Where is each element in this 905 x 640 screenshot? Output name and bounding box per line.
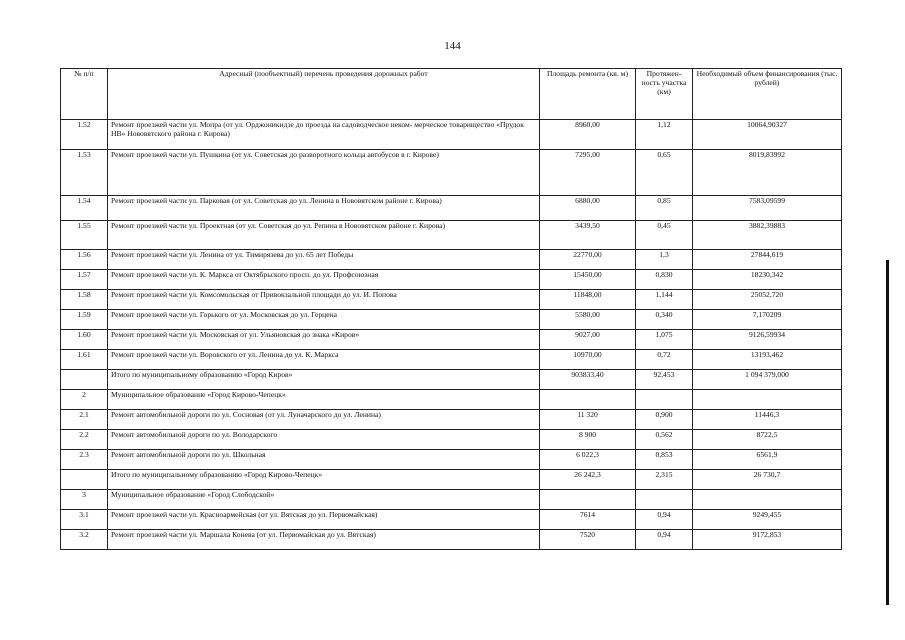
table-row <box>61 120 842 150</box>
cell-length: 0,562 <box>636 430 693 450</box>
cell-description: Ремонт проезжей части ул. Проектная (от ул. Советская до ул. Репина в Нововятском районе г. Кирова) <box>108 221 540 250</box>
table-row <box>61 196 842 221</box>
cell-area <box>540 390 636 410</box>
cell-funding <box>693 490 842 510</box>
cell-number: 1.54 <box>61 196 108 221</box>
cell-area: 7295,00 <box>540 150 636 196</box>
cell-area: 6880,00 <box>540 196 636 221</box>
cell-area <box>540 490 636 510</box>
cell-number: 2.1 <box>61 410 108 430</box>
cell-description: Ремонт проезжей части ул. Красноармейская (от ул. Вятская до ул. Первомайская) <box>108 510 540 530</box>
cell-length: 1,3 <box>636 250 693 270</box>
table-row <box>61 410 842 430</box>
cell-description: Ремонт автомобильной дороги по ул. Сосновая (от ул. Луначарского до ул. Ленина) <box>108 410 540 430</box>
cell-funding: 3882,39883 <box>693 221 842 250</box>
table-row <box>61 221 842 250</box>
cell-description: Ремонт проезжей части ул. Маршала Конева (от ул. Первомайская до ул. Вятская) <box>108 530 540 550</box>
cell-area: 903833,40 <box>540 370 636 390</box>
cell-funding: 9126,59934 <box>693 330 842 350</box>
cell-number: 1.52 <box>61 120 108 150</box>
cell-description: Ремонт проезжей части ул. Мопра (от ул. Орджоникидзе до проезда на садоводческое неком- мерческое товарищество «Прудок НВ» Нововятского района г. Кирова) <box>108 120 540 150</box>
cell-description: Муниципальное образование «Город Слободской» <box>108 490 540 510</box>
cell-funding: 27844,619 <box>693 250 842 270</box>
road-works-table <box>60 68 842 550</box>
cell-area: 11848,00 <box>540 290 636 310</box>
cell-funding: 8722,5 <box>693 430 842 450</box>
cell-description: Ремонт проезжей части ул. Комсомольская от Привокзальной площади до ул. И. Попова <box>108 290 540 310</box>
cell-length: 0,65 <box>636 150 693 196</box>
cell-area: 5580,00 <box>540 310 636 330</box>
cell-number: 3.1 <box>61 510 108 530</box>
cell-description: Ремонт проезжей части ул. Воровского от ул. Ленина до ул. К. Маркса <box>108 350 540 370</box>
cell-number: 1.61 <box>61 350 108 370</box>
cell-description: Ремонт проезжей части ул. Пушкина (от ул. Советская до разворотного кольца автобусов в г. Кирове) <box>108 150 540 196</box>
cell-length: 0,340 <box>636 310 693 330</box>
cell-length: 0,72 <box>636 350 693 370</box>
cell-length: 0,94 <box>636 510 693 530</box>
table-row <box>61 310 842 330</box>
cell-funding: 10064,90327 <box>693 120 842 150</box>
cell-length <box>636 390 693 410</box>
cell-funding: 11446,3 <box>693 410 842 430</box>
table-row <box>61 390 842 410</box>
table-row <box>61 510 842 530</box>
cell-length: 1,144 <box>636 290 693 310</box>
cell-number: 1.58 <box>61 290 108 310</box>
cell-description: Ремонт проезжей части ул. Горького от ул. Московская до ул. Герцена <box>108 310 540 330</box>
cell-number: 1.53 <box>61 150 108 196</box>
cell-area: 11 320 <box>540 410 636 430</box>
cell-funding: 6561,9 <box>693 450 842 470</box>
table-body <box>61 120 842 550</box>
table-row <box>61 470 842 490</box>
cell-area: 6 022,3 <box>540 450 636 470</box>
cell-number: 3 <box>61 490 108 510</box>
cell-length: 1,075 <box>636 330 693 350</box>
table-row <box>61 270 842 290</box>
cell-length <box>636 490 693 510</box>
cell-area: 26 242,3 <box>540 470 636 490</box>
cell-area: 10970,00 <box>540 350 636 370</box>
table-row <box>61 370 842 390</box>
table-row <box>61 290 842 310</box>
cell-number: 1.56 <box>61 250 108 270</box>
cell-funding <box>693 390 842 410</box>
cell-description: Ремонт проезжей части ул. Парковая (от ул. Советская до ул. Ленина в Нововятском районе г. Кирова) <box>108 196 540 221</box>
cell-length: 0,853 <box>636 450 693 470</box>
cell-length: 2,315 <box>636 470 693 490</box>
table-header-row <box>61 69 842 120</box>
page-number: 144 <box>444 40 461 52</box>
header-description: Адресный (пообъектный) перечень проведения дорожных работ <box>108 69 540 120</box>
cell-length: 0,900 <box>636 410 693 430</box>
cell-length: 0,830 <box>636 270 693 290</box>
table-row <box>61 350 842 370</box>
cell-area: 15450,00 <box>540 270 636 290</box>
cell-number: 1.55 <box>61 221 108 250</box>
cell-number: 2 <box>61 390 108 410</box>
table-row <box>61 250 842 270</box>
cell-length: 0,45 <box>636 221 693 250</box>
header-funding: Необходимый объем финансирования (тыс. рублей) <box>693 69 842 120</box>
cell-description: Итого по муниципальному образованию «Город Кирово-Чепецк» <box>108 470 540 490</box>
cell-number: 2.2 <box>61 430 108 450</box>
cell-number: 3.2 <box>61 530 108 550</box>
cell-area: 8 900 <box>540 430 636 450</box>
cell-description: Ремонт автомобильной дороги по ул. Школьная <box>108 450 540 470</box>
cell-number <box>61 370 108 390</box>
cell-area: 7614 <box>540 510 636 530</box>
table-row <box>61 490 842 510</box>
table-row <box>61 150 842 196</box>
cell-length: 1,12 <box>636 120 693 150</box>
cell-area: 22770,00 <box>540 250 636 270</box>
cell-funding: 7,170209 <box>693 310 842 330</box>
header-length: Протяжен- ность участка (км) <box>636 69 693 120</box>
table-row <box>61 430 842 450</box>
table-row <box>61 450 842 470</box>
cell-funding: 9172,853 <box>693 530 842 550</box>
cell-description: Муниципальное образование «Город Кирово-Чепецк» <box>108 390 540 410</box>
cell-description: Ремонт автомобильной дороги по ул. Володарского <box>108 430 540 450</box>
cell-description: Итого по муниципальному образованию «Город Киров» <box>108 370 540 390</box>
cell-funding: 9249,455 <box>693 510 842 530</box>
cell-number: 1.60 <box>61 330 108 350</box>
table-row <box>61 530 842 550</box>
cell-length: 0,94 <box>636 530 693 550</box>
cell-funding: 18230,342 <box>693 270 842 290</box>
cell-funding: 26 730,7 <box>693 470 842 490</box>
cell-area: 3439,50 <box>540 221 636 250</box>
cell-funding: 13193,462 <box>693 350 842 370</box>
header-area: Площадь ремонта (кв. м) <box>540 69 636 120</box>
cell-number: 1.57 <box>61 270 108 290</box>
cell-funding: 1 094 379,000 <box>693 370 842 390</box>
cell-funding: 8019,83992 <box>693 150 842 196</box>
cell-number: 2.3 <box>61 450 108 470</box>
cell-length: 0,85 <box>636 196 693 221</box>
cell-number <box>61 470 108 490</box>
cell-area: 9027,00 <box>540 330 636 350</box>
cell-area: 8960,00 <box>540 120 636 150</box>
cell-funding: 7583,09599 <box>693 196 842 221</box>
cell-number: 1.59 <box>61 310 108 330</box>
cell-description: Ремонт проезжей части ул. Ленина от ул. Тимирязева до ул. 65 лет Победы <box>108 250 540 270</box>
header-number: № п/п <box>61 69 108 120</box>
cell-funding: 25052,720 <box>693 290 842 310</box>
cell-area: 7520 <box>540 530 636 550</box>
cell-length: 92,453 <box>636 370 693 390</box>
cell-description: Ремонт проезжей части ул. К. Маркса от Октябрьского просп. до ул. Профсоюзная <box>108 270 540 290</box>
table-row <box>61 330 842 350</box>
cell-description: Ремонт проезжей части ул. Московская от ул. Ульяновская до знака «Киров» <box>108 330 540 350</box>
scan-edge-mark <box>886 260 889 605</box>
